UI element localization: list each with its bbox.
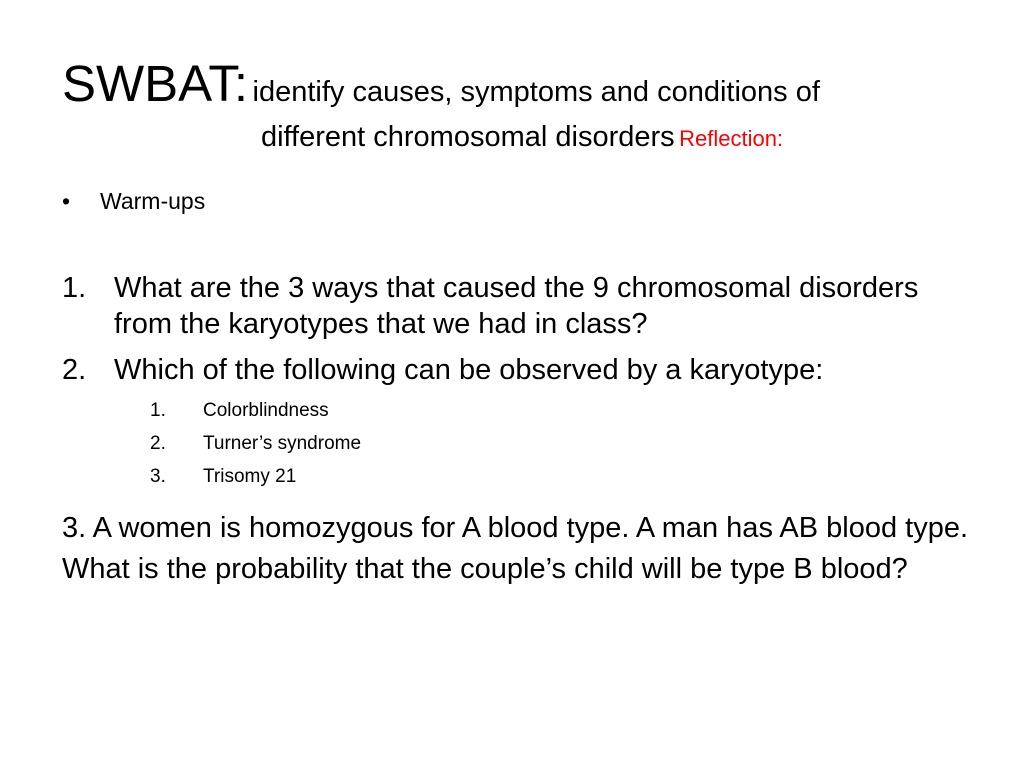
option-number: 1. (150, 400, 166, 421)
question-2 (62, 352, 962, 388)
question-number: 2. (62, 354, 87, 386)
option-text: Turner’s syndrome (203, 433, 362, 454)
option-number: 2. (150, 433, 166, 454)
slide-title (62, 55, 982, 153)
option-item (150, 394, 962, 427)
question-text: What are the 3 ways that caused the 9 chromosomal disorders from the karyotypes that we had in class? (114, 272, 919, 340)
warmups-label: Warm-ups (100, 188, 206, 214)
question-number: 1. (62, 272, 87, 304)
question-1 (62, 270, 962, 342)
option-item (150, 460, 962, 493)
option-text: Trisomy 21 (203, 466, 297, 487)
option-item (150, 427, 962, 460)
question-2-options (62, 394, 962, 493)
bullet-symbol: • (62, 188, 71, 214)
question-text: Which of the following can be observed by a karyotype: (114, 354, 824, 386)
warmups-bullet (62, 188, 205, 215)
title-main: SWBAT: (62, 55, 249, 112)
title-subtitle-part-2: different chromosomal disorders (260, 121, 675, 153)
option-text: Colorblindness (203, 400, 329, 421)
title-subtitle-part-1: identify causes, symptoms and conditions of (252, 76, 820, 108)
reflection-label: Reflection: (679, 126, 784, 151)
option-number: 3. (150, 466, 166, 487)
question-list (62, 270, 962, 505)
title-line-2 (62, 123, 982, 152)
question-3: 3. A women is homozygous for A blood type. A man has AB blood type. What is the probability that the couple’s child will be type B blood? (62, 512, 969, 585)
title-line-1 (62, 55, 982, 112)
